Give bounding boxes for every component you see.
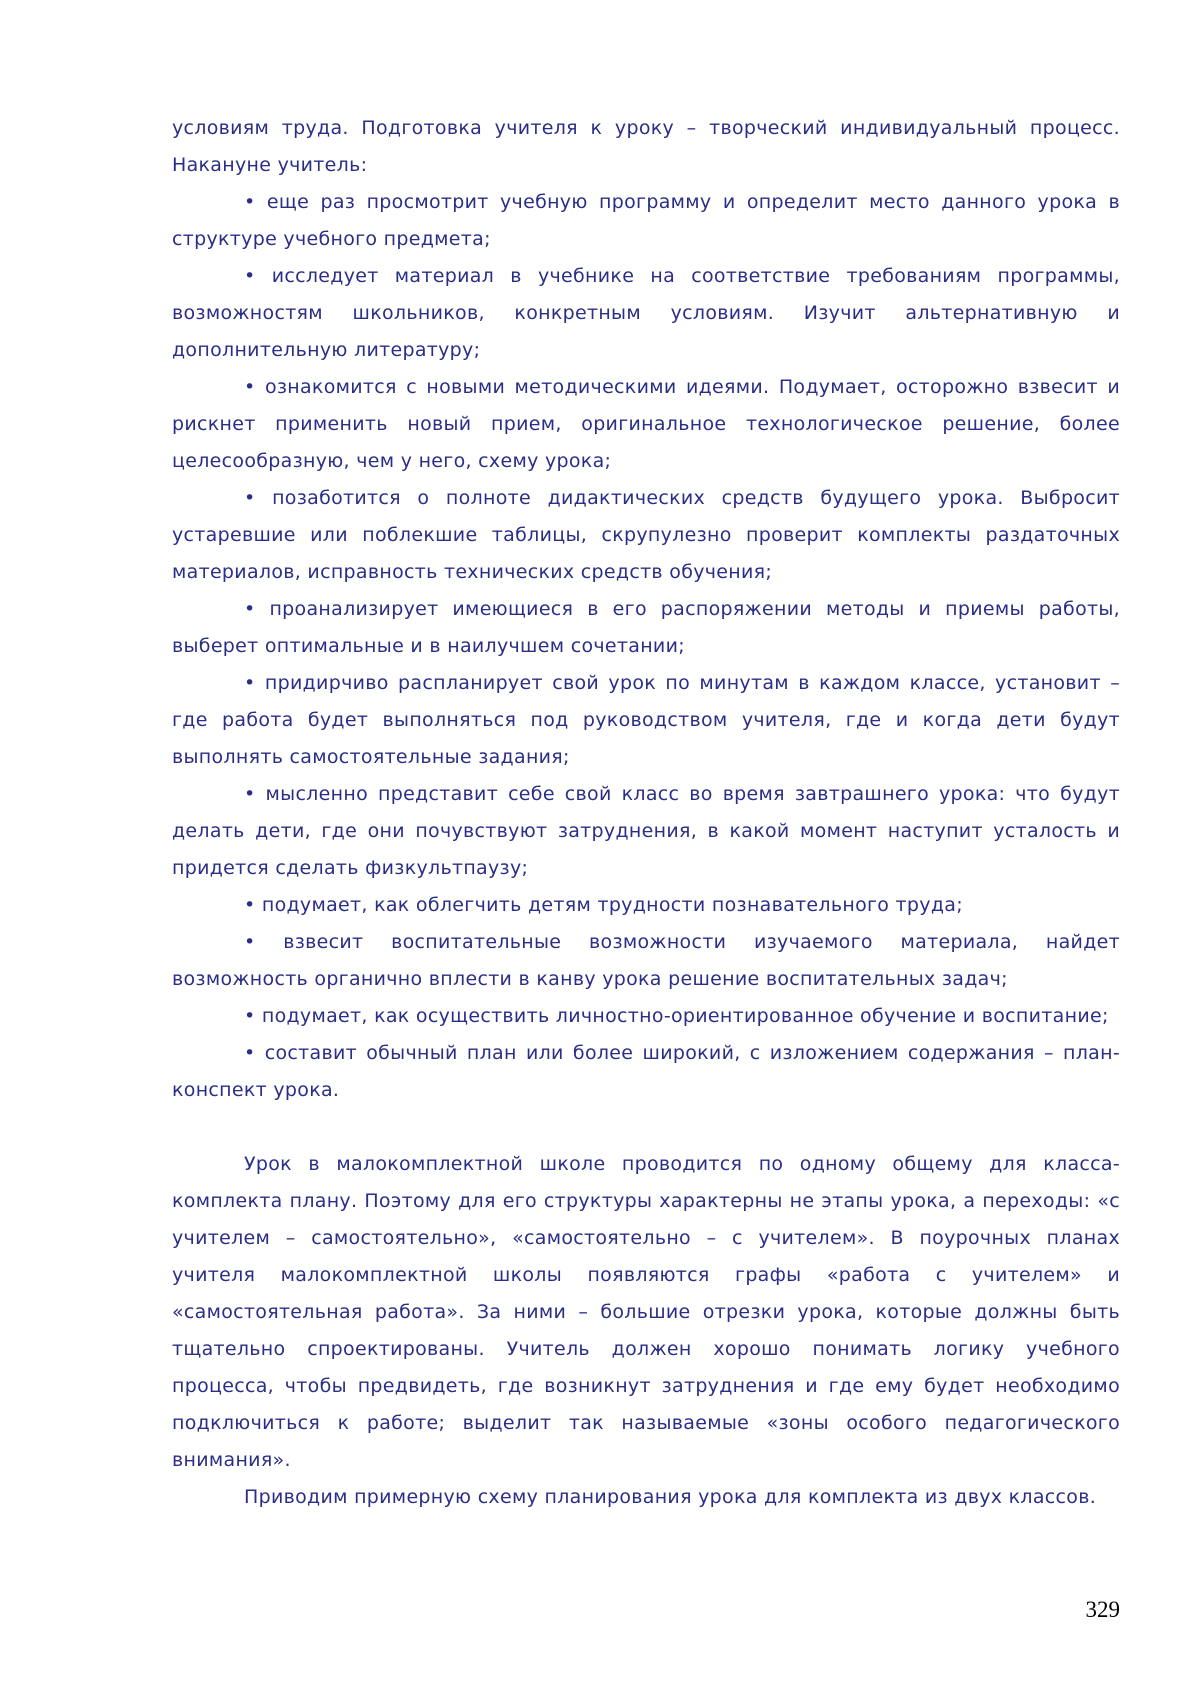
- body-paragraph-1: Урок в малокомплектной школе проводится по одному общему для класса-комплекта плану. Поэтому для его структуры характерны не этапы урока, а переходы: «с учителем – самостоятельно», «самостоятельно – с учителем». В поурочных планах учителя малокомплектной школы появляются графы «работа с учителем» и «самостоятельная работа». За ними – большие отрезки урока, которые должны быть тщательно спроектированы. Учитель должен хорошо понимать логику учебного процесса, чтобы предвидеть, где возникнут затруднения и где ему будет необходимо подключиться к работе; выделит так называемые «зоны особого педагогического внимания».: [172, 1153, 1120, 1471]
- page-number: 329: [1085, 1597, 1120, 1622]
- bullet-item-10: • подумает, как осуществить личностно-ориентированное обучение и воспитание;: [244, 1005, 1109, 1027]
- bullet-item-4: • позаботится о полноте дидактических средств будущего урока. Выбросит устаревшие или поблекшие таблицы, скрупулезно проверит комплекты раздаточных материалов, исправность технических средств обучения;: [172, 487, 1120, 583]
- bullet-item-9: • взвесит воспитательные возможности изучаемого материала, найдет возможность органично вплести в канву урока решение воспитательных задач;: [172, 931, 1120, 990]
- bullet-item-1: • еще раз просмотрит учебную программу и определит место данного урока в структуре учебного предмета;: [172, 191, 1120, 250]
- document-body: [172, 110, 1120, 1516]
- bullet-item-5: • проанализирует имеющиеся в его распоряжении методы и приемы работы, выберет оптимальные и в наилучшем сочетании;: [172, 598, 1120, 657]
- paragraph-spacer: [172, 1109, 1120, 1146]
- bullet-item-3: • ознакомится с новыми методическими идеями. Подумает, осторожно взвесит и рискнет применить новый прием, оригинальное технологическое решение, более целесообразную, чем у него, схему урока;: [172, 376, 1120, 472]
- bullet-item-11: • составит обычный план или более широкий, с изложением содержания – план-конспект урока.: [172, 1042, 1120, 1101]
- bullet-item-7: • мысленно представит себе свой класс во время завтрашнего урока: что будут делать дети, где они почувствуют затруднения, в какой момент наступит усталость и придется сделать физкультпаузу;: [172, 783, 1120, 879]
- bullet-item-6: • придирчиво распланирует свой урок по минутам в каждом классе, установит – где работа будет выполняться под руководством учителя, где и когда дети будут выполнять самостоятельные задания;: [172, 672, 1120, 768]
- bullet-item-2: • исследует материал в учебнике на соответствие требованиям программы, возможностям школьников, конкретным условиям. Изучит альтернативную и дополнительную литературу;: [172, 265, 1120, 361]
- intro-paragraph: условиям труда. Подготовка учителя к уроку – творческий индивидуальный процесс. Накануне учитель:: [172, 117, 1120, 176]
- bullet-item-8: • подумает, как облегчить детям трудности познавательного труда;: [244, 894, 963, 916]
- body-paragraph-2: Приводим примерную схему планирования урока для комплекта из двух классов.: [244, 1486, 1097, 1508]
